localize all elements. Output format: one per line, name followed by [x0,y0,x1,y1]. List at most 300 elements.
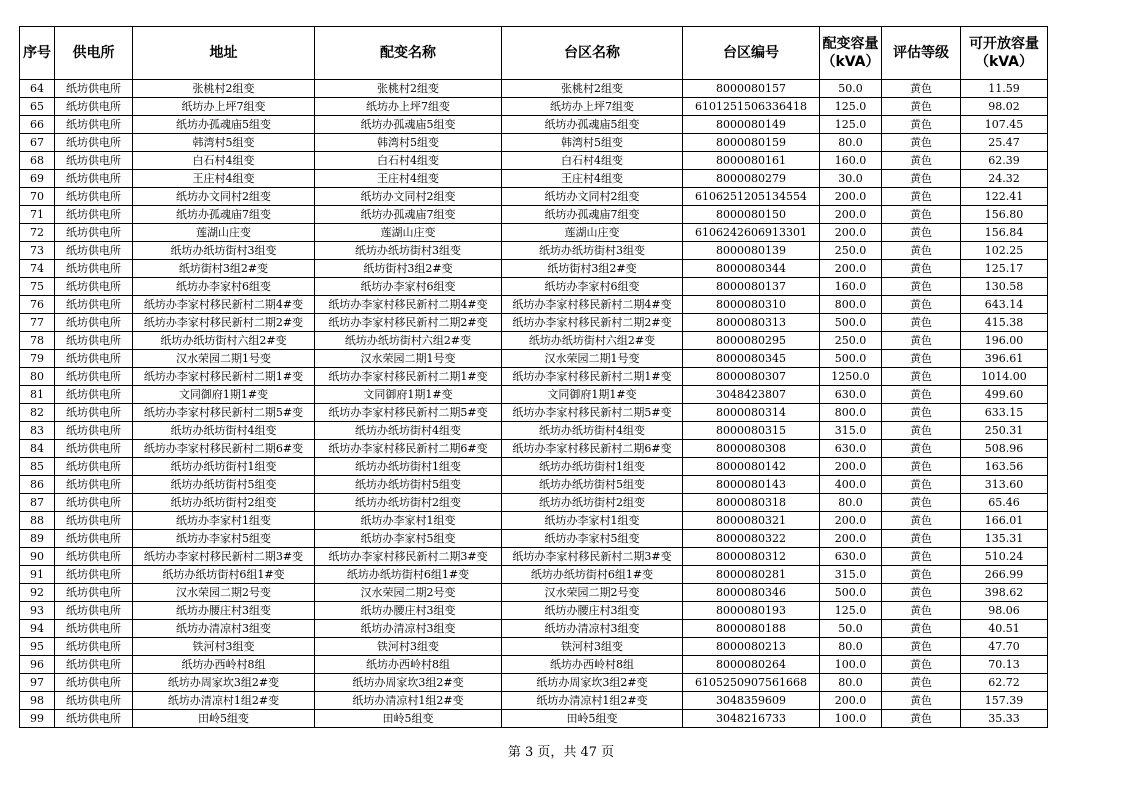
cell-area-name: 纸坊办李家村6组变 [502,278,683,296]
cell-capacity: 800.0 [820,296,882,314]
cell-grade: 黄色 [882,584,961,602]
cell-capacity: 50.0 [820,620,882,638]
table-row [20,440,1048,458]
cell-capacity: 125.0 [820,602,882,620]
cell-address: 纸坊办李家村移民新村二期1#变 [133,368,315,386]
header-area-name: 台区名称 [502,27,683,80]
cell-index: 94 [20,620,55,638]
cell-area-code: 8000080161 [683,152,820,170]
cell-open-capacity: 266.99 [961,566,1048,584]
cell-station: 纸坊供电所 [55,296,133,314]
table-row [20,224,1048,242]
cell-open-capacity: 415.38 [961,314,1048,332]
cell-index: 64 [20,80,55,98]
cell-station: 纸坊供电所 [55,98,133,116]
cell-index: 92 [20,584,55,602]
cell-address: 纸坊办纸坊街村1组变 [133,458,315,476]
cell-index: 75 [20,278,55,296]
cell-station: 纸坊供电所 [55,278,133,296]
cell-grade: 黄色 [882,440,961,458]
cell-area-code: 8000080314 [683,404,820,422]
cell-address: 纸坊办文同村2组变 [133,188,315,206]
cell-open-capacity: 125.17 [961,260,1048,278]
table-row [20,602,1048,620]
cell-open-capacity: 396.61 [961,350,1048,368]
cell-grade: 黄色 [882,98,961,116]
cell-capacity: 630.0 [820,386,882,404]
cell-capacity: 200.0 [820,206,882,224]
header-transformer-name: 配变名称 [315,27,502,80]
table-body [20,80,1048,728]
cell-open-capacity: 166.01 [961,512,1048,530]
cell-address: 纸坊办纸坊街村3组变 [133,242,315,260]
cell-capacity: 30.0 [820,170,882,188]
header-address: 地址 [133,27,315,80]
cell-address: 纸坊办纸坊街村六组2#变 [133,332,315,350]
cell-capacity: 125.0 [820,116,882,134]
header-open-capacity: 可开放容量（kVA） [961,27,1048,80]
cell-area-code: 8000080139 [683,242,820,260]
cell-open-capacity: 98.02 [961,98,1048,116]
cell-transformer-name: 纸坊办纸坊街村3组变 [315,242,502,260]
cell-grade: 黄色 [882,278,961,296]
cell-station: 纸坊供电所 [55,224,133,242]
cell-area-name: 纸坊办孤魂庙7组变 [502,206,683,224]
cell-area-name: 纸坊办西岭村8组 [502,656,683,674]
cell-index: 80 [20,368,55,386]
cell-grade: 黄色 [882,170,961,188]
cell-area-code: 8000080193 [683,602,820,620]
cell-area-name: 纸坊办李家村移民新村二期4#变 [502,296,683,314]
cell-capacity: 250.0 [820,332,882,350]
cell-area-code: 3048423807 [683,386,820,404]
header-station: 供电所 [55,27,133,80]
table-row [20,278,1048,296]
cell-transformer-name: 纸坊办李家村6组变 [315,278,502,296]
cell-address: 纸坊办纸坊街村6组1#变 [133,566,315,584]
cell-area-name: 纸坊办清凉村3组变 [502,620,683,638]
cell-area-code: 6106242606913301 [683,224,820,242]
cell-index: 77 [20,314,55,332]
cell-area-code: 8000080318 [683,494,820,512]
cell-transformer-name: 纸坊办李家村移民新村二期3#变 [315,548,502,566]
cell-transformer-name: 纸坊办腰庄村3组变 [315,602,502,620]
cell-station: 纸坊供电所 [55,332,133,350]
cell-transformer-name: 纸坊办李家村移民新村二期5#变 [315,404,502,422]
cell-index: 86 [20,476,55,494]
cell-transformer-name: 汉水荣园二期1号变 [315,350,502,368]
cell-station: 纸坊供电所 [55,206,133,224]
cell-area-name: 纸坊办李家村5组变 [502,530,683,548]
cell-transformer-name: 白石村4组变 [315,152,502,170]
cell-grade: 黄色 [882,206,961,224]
cell-station: 纸坊供电所 [55,494,133,512]
table-row [20,188,1048,206]
cell-index: 74 [20,260,55,278]
cell-grade: 黄色 [882,476,961,494]
cell-grade: 黄色 [882,620,961,638]
table-row [20,368,1048,386]
table-row [20,638,1048,656]
cell-area-code: 8000080345 [683,350,820,368]
cell-area-name: 纸坊办李家村1组变 [502,512,683,530]
cell-capacity: 200.0 [820,260,882,278]
cell-grade: 黄色 [882,692,961,710]
cell-area-name: 纸坊办纸坊街村4组变 [502,422,683,440]
cell-area-code: 8000080346 [683,584,820,602]
cell-address: 纸坊办李家村移民新村二期4#变 [133,296,315,314]
cell-index: 93 [20,602,55,620]
header-row [20,27,1048,80]
cell-transformer-name: 莲湖山庄变 [315,224,502,242]
cell-area-code: 8000080312 [683,548,820,566]
cell-transformer-name: 纸坊办上坪7组变 [315,98,502,116]
cell-grade: 黄色 [882,134,961,152]
cell-area-code: 8000080188 [683,620,820,638]
cell-capacity: 200.0 [820,692,882,710]
header-capacity: 配变容量（kVA） [820,27,882,80]
cell-index: 90 [20,548,55,566]
cell-area-name: 纸坊办孤魂庙5组变 [502,116,683,134]
cell-transformer-name: 纸坊办纸坊街村5组变 [315,476,502,494]
cell-index: 69 [20,170,55,188]
cell-address: 纸坊办李家村5组变 [133,530,315,548]
cell-area-code: 8000080137 [683,278,820,296]
cell-index: 88 [20,512,55,530]
cell-grade: 黄色 [882,638,961,656]
table-row [20,530,1048,548]
cell-grade: 黄色 [882,188,961,206]
cell-capacity: 500.0 [820,314,882,332]
cell-grade: 黄色 [882,422,961,440]
cell-address: 纸坊办李家村1组变 [133,512,315,530]
cell-open-capacity: 313.60 [961,476,1048,494]
cell-capacity: 500.0 [820,584,882,602]
cell-area-code: 8000080315 [683,422,820,440]
cell-area-name: 纸坊办周家坎3组2#变 [502,674,683,692]
cell-capacity: 50.0 [820,80,882,98]
cell-grade: 黄色 [882,458,961,476]
cell-station: 纸坊供电所 [55,638,133,656]
cell-area-name: 纸坊办清凉村1组2#变 [502,692,683,710]
cell-station: 纸坊供电所 [55,260,133,278]
cell-transformer-name: 韩湾村5组变 [315,134,502,152]
cell-area-name: 纸坊办纸坊街村6组1#变 [502,566,683,584]
cell-open-capacity: 156.80 [961,206,1048,224]
cell-area-name: 王庄村4组变 [502,170,683,188]
cell-area-code: 8000080313 [683,314,820,332]
cell-index: 79 [20,350,55,368]
cell-transformer-name: 田岭5组变 [315,710,502,728]
cell-index: 82 [20,404,55,422]
cell-area-name: 文同御府1期1#变 [502,386,683,404]
cell-transformer-name: 纸坊街村3组2#变 [315,260,502,278]
cell-grade: 黄色 [882,710,961,728]
cell-area-name: 纸坊办纸坊街村六组2#变 [502,332,683,350]
cell-area-name: 汉水荣园二期2号变 [502,584,683,602]
cell-area-code: 8000080159 [683,134,820,152]
cell-index: 85 [20,458,55,476]
cell-open-capacity: 633.15 [961,404,1048,422]
cell-station: 纸坊供电所 [55,188,133,206]
cell-transformer-name: 纸坊办清凉村3组变 [315,620,502,638]
cell-grade: 黄色 [882,512,961,530]
cell-grade: 黄色 [882,332,961,350]
cell-area-code: 8000080143 [683,476,820,494]
cell-area-name: 韩湾村5组变 [502,134,683,152]
cell-grade: 黄色 [882,602,961,620]
table-row [20,296,1048,314]
cell-transformer-name: 纸坊办李家村移民新村二期4#变 [315,296,502,314]
cell-open-capacity: 70.13 [961,656,1048,674]
header-index: 序号 [20,27,55,80]
cell-capacity: 500.0 [820,350,882,368]
cell-index: 91 [20,566,55,584]
cell-open-capacity: 156.84 [961,224,1048,242]
cell-open-capacity: 510.24 [961,548,1048,566]
cell-capacity: 200.0 [820,530,882,548]
cell-address: 纸坊办周家坎3组2#变 [133,674,315,692]
page-number: 第 3 页，共 47 页 [507,745,615,760]
cell-address: 张桃村2组变 [133,80,315,98]
cell-area-code: 8000080279 [683,170,820,188]
cell-address: 白石村4组变 [133,152,315,170]
cell-station: 纸坊供电所 [55,314,133,332]
cell-area-name: 田岭5组变 [502,710,683,728]
table-row [20,206,1048,224]
table-row [20,386,1048,404]
cell-open-capacity: 499.60 [961,386,1048,404]
cell-index: 76 [20,296,55,314]
cell-grade: 黄色 [882,152,961,170]
cell-transformer-name: 汉水荣园二期2号变 [315,584,502,602]
cell-station: 纸坊供电所 [55,152,133,170]
cell-area-code: 8000080213 [683,638,820,656]
cell-area-code: 8000080344 [683,260,820,278]
cell-open-capacity: 163.56 [961,458,1048,476]
cell-area-code: 6101251506336418 [683,98,820,116]
cell-area-name: 纸坊办李家村移民新村二期2#变 [502,314,683,332]
cell-transformer-name: 纸坊办孤魂庙5组变 [315,116,502,134]
cell-index: 98 [20,692,55,710]
table-row [20,152,1048,170]
table-row [20,350,1048,368]
cell-transformer-name: 纸坊办纸坊街村6组1#变 [315,566,502,584]
cell-capacity: 100.0 [820,710,882,728]
cell-open-capacity: 65.46 [961,494,1048,512]
cell-address: 汉水荣园二期2号变 [133,584,315,602]
cell-station: 纸坊供电所 [55,566,133,584]
cell-address: 纸坊办上坪7组变 [133,98,315,116]
cell-area-name: 纸坊街村3组2#变 [502,260,683,278]
cell-grade: 黄色 [882,404,961,422]
table-row [20,422,1048,440]
cell-station: 纸坊供电所 [55,368,133,386]
cell-grade: 黄色 [882,242,961,260]
cell-station: 纸坊供电所 [55,584,133,602]
cell-capacity: 80.0 [820,638,882,656]
cell-capacity: 80.0 [820,494,882,512]
cell-area-name: 纸坊办纸坊街村3组变 [502,242,683,260]
header-grade: 评估等级 [882,27,961,80]
cell-area-code: 3048216733 [683,710,820,728]
cell-open-capacity: 24.32 [961,170,1048,188]
cell-open-capacity: 122.41 [961,188,1048,206]
cell-address: 纸坊办清凉村3组变 [133,620,315,638]
cell-grade: 黄色 [882,548,961,566]
cell-area-code: 3048359609 [683,692,820,710]
cell-area-code: 8000080157 [683,80,820,98]
table-row [20,98,1048,116]
cell-capacity: 315.0 [820,566,882,584]
cell-capacity: 630.0 [820,548,882,566]
cell-station: 纸坊供电所 [55,476,133,494]
table-row [20,242,1048,260]
cell-index: 83 [20,422,55,440]
cell-address: 纸坊办腰庄村3组变 [133,602,315,620]
cell-capacity: 200.0 [820,224,882,242]
cell-open-capacity: 250.31 [961,422,1048,440]
cell-station: 纸坊供电所 [55,548,133,566]
cell-index: 73 [20,242,55,260]
cell-open-capacity: 102.25 [961,242,1048,260]
cell-capacity: 315.0 [820,422,882,440]
table-row [20,512,1048,530]
cell-area-name: 纸坊办李家村移民新村二期5#变 [502,404,683,422]
cell-address: 纸坊办李家村移民新村二期6#变 [133,440,315,458]
cell-area-name: 纸坊办李家村移民新村二期1#变 [502,368,683,386]
table-row [20,332,1048,350]
capacity-table [19,26,1048,728]
cell-open-capacity: 196.00 [961,332,1048,350]
table-row [20,692,1048,710]
cell-transformer-name: 纸坊办纸坊街村2组变 [315,494,502,512]
table-row [20,710,1048,728]
cell-index: 71 [20,206,55,224]
cell-address: 铁河村3组变 [133,638,315,656]
cell-transformer-name: 文同御府1期1#变 [315,386,502,404]
cell-capacity: 1250.0 [820,368,882,386]
cell-station: 纸坊供电所 [55,422,133,440]
cell-open-capacity: 25.47 [961,134,1048,152]
cell-address: 韩湾村5组变 [133,134,315,152]
cell-index: 96 [20,656,55,674]
cell-open-capacity: 98.06 [961,602,1048,620]
cell-station: 纸坊供电所 [55,674,133,692]
table-row [20,494,1048,512]
cell-address: 文同御府1期1#变 [133,386,315,404]
cell-open-capacity: 508.96 [961,440,1048,458]
cell-area-code: 8000080281 [683,566,820,584]
cell-transformer-name: 纸坊办纸坊街村六组2#变 [315,332,502,350]
cell-area-code: 8000080264 [683,656,820,674]
cell-open-capacity: 11.59 [961,80,1048,98]
cell-area-code: 8000080321 [683,512,820,530]
cell-station: 纸坊供电所 [55,242,133,260]
cell-station: 纸坊供电所 [55,512,133,530]
cell-area-code: 8000080307 [683,368,820,386]
cell-transformer-name: 纸坊办李家村移民新村二期1#变 [315,368,502,386]
table-row [20,566,1048,584]
cell-transformer-name: 纸坊办李家村移民新村二期2#变 [315,314,502,332]
cell-index: 99 [20,710,55,728]
cell-area-code: 8000080150 [683,206,820,224]
cell-area-name: 纸坊办李家村移民新村二期6#变 [502,440,683,458]
cell-address: 纸坊办纸坊街村2组变 [133,494,315,512]
table-row [20,548,1048,566]
cell-transformer-name: 纸坊办李家村移民新村二期6#变 [315,440,502,458]
cell-address: 莲湖山庄变 [133,224,315,242]
cell-open-capacity: 643.14 [961,296,1048,314]
cell-transformer-name: 纸坊办纸坊街村4组变 [315,422,502,440]
cell-capacity: 250.0 [820,242,882,260]
cell-index: 87 [20,494,55,512]
table-row [20,584,1048,602]
cell-capacity: 200.0 [820,512,882,530]
cell-index: 72 [20,224,55,242]
cell-capacity: 800.0 [820,404,882,422]
cell-grade: 黄色 [882,314,961,332]
cell-station: 纸坊供电所 [55,602,133,620]
table-row [20,80,1048,98]
cell-station: 纸坊供电所 [55,710,133,728]
cell-index: 70 [20,188,55,206]
cell-address: 纸坊办孤魂庙5组变 [133,116,315,134]
cell-index: 65 [20,98,55,116]
table-row [20,170,1048,188]
cell-station: 纸坊供电所 [55,350,133,368]
table-row [20,260,1048,278]
cell-grade: 黄色 [882,494,961,512]
cell-area-name: 莲湖山庄变 [502,224,683,242]
cell-open-capacity: 62.39 [961,152,1048,170]
cell-grade: 黄色 [882,656,961,674]
cell-area-name: 纸坊办纸坊街村1组变 [502,458,683,476]
cell-station: 纸坊供电所 [55,134,133,152]
cell-area-name: 白石村4组变 [502,152,683,170]
cell-capacity: 200.0 [820,188,882,206]
table-row [20,476,1048,494]
cell-address: 纸坊办清凉村1组2#变 [133,692,315,710]
cell-area-name: 纸坊办纸坊街村2组变 [502,494,683,512]
cell-area-code: 8000080149 [683,116,820,134]
cell-index: 67 [20,134,55,152]
cell-index: 68 [20,152,55,170]
cell-transformer-name: 纸坊办李家村5组变 [315,530,502,548]
cell-open-capacity: 62.72 [961,674,1048,692]
cell-index: 95 [20,638,55,656]
cell-station: 纸坊供电所 [55,656,133,674]
cell-index: 78 [20,332,55,350]
cell-grade: 黄色 [882,350,961,368]
cell-index: 97 [20,674,55,692]
table-row [20,134,1048,152]
cell-address: 纸坊办纸坊街村5组变 [133,476,315,494]
cell-transformer-name: 纸坊办文同村2组变 [315,188,502,206]
cell-station: 纸坊供电所 [55,404,133,422]
cell-open-capacity: 130.58 [961,278,1048,296]
cell-area-code: 6106251205134554 [683,188,820,206]
cell-grade: 黄色 [882,566,961,584]
cell-grade: 黄色 [882,296,961,314]
cell-transformer-name: 铁河村3组变 [315,638,502,656]
cell-station: 纸坊供电所 [55,692,133,710]
table-row [20,116,1048,134]
cell-transformer-name: 纸坊办西岭村8组 [315,656,502,674]
cell-grade: 黄色 [882,116,961,134]
cell-transformer-name: 纸坊办清凉村1组2#变 [315,692,502,710]
cell-address: 纸坊街村3组2#变 [133,260,315,278]
